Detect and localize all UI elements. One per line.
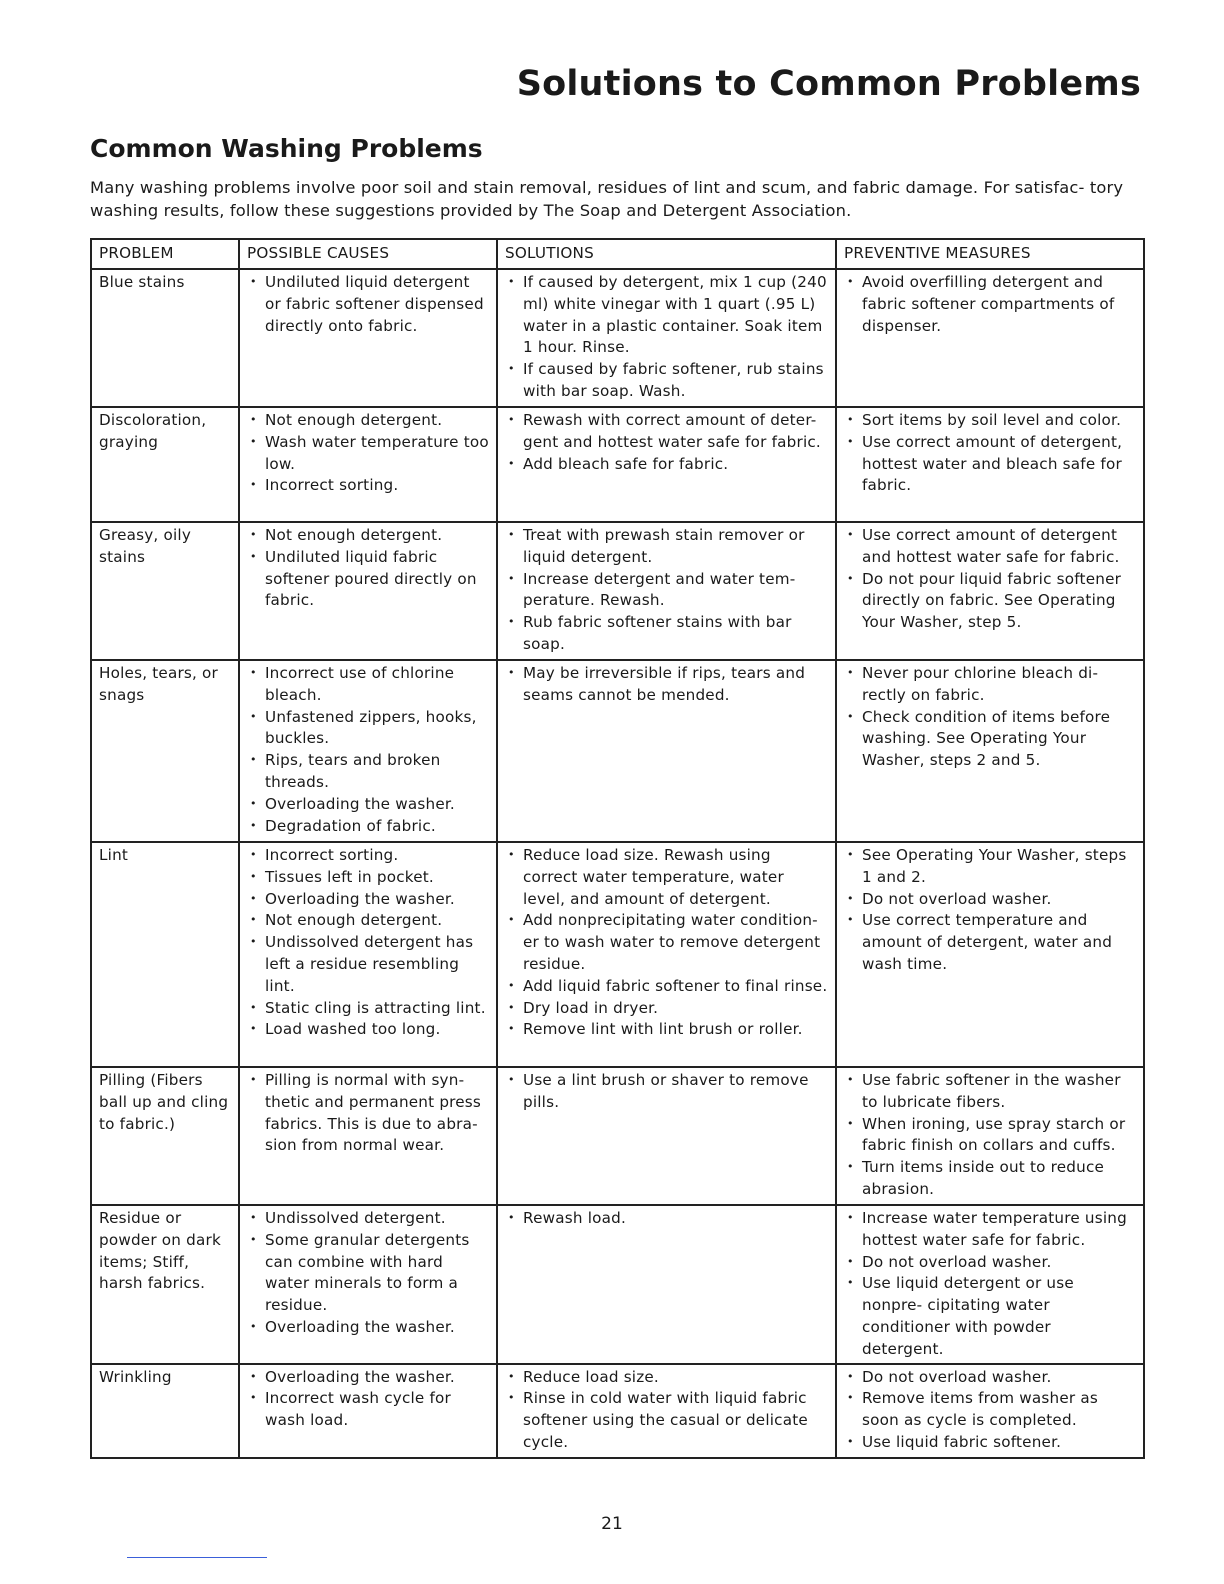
solution-item: • Rewash load. (505, 1208, 829, 1230)
cause-item: • Not enough detergent. (247, 410, 490, 432)
cause-list (247, 272, 490, 337)
cause-item: • Undiluted liquid detergent or fabric softener dispensed directly onto fabric. (247, 272, 490, 337)
page-number: 21 (601, 1514, 623, 1534)
cause-item: • Degradation of fabric. (247, 816, 490, 838)
preventive-item: • Increase water temperature using hottest water safe for fabric. (844, 1208, 1137, 1252)
problem-cell: Wrinkling (91, 1364, 239, 1458)
solution-item: • Add nonprecipitating water condition- er to wash water to remove detergent residue. (505, 910, 829, 975)
solution-item: • Rub fabric softener stains with bar soap. (505, 612, 829, 656)
solution-cell (497, 842, 836, 1067)
problem-cell: Greasy, oily stains (91, 522, 239, 660)
problem-cell: Discoloration, graying (91, 407, 239, 522)
problem-cell: Blue stains (91, 269, 239, 407)
preventive-cell (836, 1067, 1144, 1205)
solution-cell (497, 522, 836, 660)
preventive-item: • Use correct amount of detergent and hottest water safe for fabric. (844, 525, 1137, 569)
table-row (91, 1364, 1144, 1458)
preventive-list (844, 1367, 1137, 1454)
cause-list (247, 1367, 490, 1432)
preventive-item: • Use liquid detergent or use nonpre- cipitating water conditioner with powder detergent. (844, 1273, 1137, 1360)
cause-item: • Tissues left in pocket. (247, 867, 490, 889)
preventive-item: • Use correct temperature and amount of detergent, water and wash time. (844, 910, 1137, 975)
preventive-cell (836, 660, 1144, 842)
cause-item: • Incorrect wash cycle for wash load. (247, 1388, 490, 1432)
cause-item: • Incorrect sorting. (247, 475, 490, 497)
cause-cell (239, 269, 497, 407)
header-solutions: SOLUTIONS (497, 239, 836, 269)
solution-list (505, 410, 829, 475)
footnote-rule (127, 1557, 267, 1558)
cause-item: • Overloading the washer. (247, 889, 490, 911)
cause-item: • Some granular detergents can combine with hard water minerals to form a residue. (247, 1230, 490, 1317)
problem-cell: Holes, tears, or snags (91, 660, 239, 842)
cause-list (247, 525, 490, 612)
preventive-item: • Never pour chlorine bleach di- rectly on fabric. (844, 663, 1137, 707)
cause-cell (239, 1364, 497, 1458)
preventive-item: • Turn items inside out to reduce abrasion. (844, 1157, 1137, 1201)
table-row (91, 522, 1144, 660)
solution-item: • Treat with prewash stain remover or liquid detergent. (505, 525, 829, 569)
solution-list (505, 1367, 829, 1454)
cause-item: • Static cling is attracting lint. (247, 998, 490, 1020)
header-problem: PROBLEM (91, 239, 239, 269)
table-body (91, 269, 1144, 1458)
header-possible-causes: POSSIBLE CAUSES (239, 239, 497, 269)
solution-item: • Add liquid fabric softener to final rinse. (505, 976, 829, 998)
solution-cell (497, 1067, 836, 1205)
table-row (91, 842, 1144, 1067)
preventive-cell (836, 842, 1144, 1067)
preventive-item: • When ironing, use spray starch or fabric finish on collars and cuffs. (844, 1114, 1137, 1158)
cause-item: • Incorrect sorting. (247, 845, 490, 867)
preventive-cell (836, 407, 1144, 522)
preventive-list (844, 1070, 1137, 1201)
preventive-list (844, 410, 1137, 497)
page-title: Solutions to Common Problems (516, 64, 1141, 104)
preventive-item: • Do not overload washer. (844, 1367, 1137, 1389)
cause-list (247, 663, 490, 837)
problems-table (90, 238, 1145, 1459)
cause-item: • Rips, tears and broken threads. (247, 750, 490, 794)
cause-item: • Undissolved detergent has left a residue resembling lint. (247, 932, 490, 997)
cause-cell (239, 1205, 497, 1364)
cause-list (247, 1070, 490, 1157)
preventive-cell (836, 1205, 1144, 1364)
header-preventive-measures: PREVENTIVE MEASURES (836, 239, 1144, 269)
intro-paragraph: Many washing problems involve poor soil and stain removal, residues of lint and scum, and fabric damage. For satisfac- tory washing results, follow these suggestions provided by The Soap and Detergent Association. (90, 178, 1124, 220)
preventive-cell (836, 522, 1144, 660)
preventive-item: • Remove items from washer as soon as cycle is completed. (844, 1388, 1137, 1432)
solution-cell (497, 1364, 836, 1458)
cause-list (247, 845, 490, 1041)
solution-item: • If caused by detergent, mix 1 cup (240 ml) white vinegar with 1 quart (.95 L) water in a plastic container. Soak item 1 hour. Rinse. (505, 272, 829, 359)
preventive-list (844, 845, 1137, 976)
solution-item: • Reduce load size. Rewash using correct water temperature, water level, and amount of detergent. (505, 845, 829, 910)
cause-list (247, 410, 490, 497)
table-row (91, 269, 1144, 407)
cause-item: • Incorrect use of chlorine bleach. (247, 663, 490, 707)
preventive-item: • See Operating Your Washer, steps 1 and 2. (844, 845, 1137, 889)
preventive-item: • Do not pour liquid fabric softener directly on fabric. See Operating Your Washer, step 5. (844, 569, 1137, 634)
preventive-item: • Do not overload washer. (844, 1252, 1137, 1274)
solution-cell (497, 407, 836, 522)
preventive-item: • Use correct amount of detergent, hottest water and bleach safe for fabric. (844, 432, 1137, 497)
problem-cell: Lint (91, 842, 239, 1067)
cause-item: • Unfastened zippers, hooks, buckles. (247, 707, 490, 751)
preventive-list (844, 663, 1137, 772)
cause-item: • Undissolved detergent. (247, 1208, 490, 1230)
section-title: Common Washing Problems (90, 134, 483, 163)
preventive-item: • Sort items by soil level and color. (844, 410, 1137, 432)
solution-list (505, 272, 829, 403)
preventive-cell (836, 269, 1144, 407)
cause-item: • Undiluted liquid fabric softener poured directly on fabric. (247, 547, 490, 612)
cause-cell (239, 407, 497, 522)
solution-item: • Rewash with correct amount of deter- gent and hottest water safe for fabric. (505, 410, 829, 454)
preventive-item: • Do not overload washer. (844, 889, 1137, 911)
table-row (91, 1205, 1144, 1364)
solution-list (505, 663, 829, 707)
cause-cell (239, 660, 497, 842)
solution-item: • Reduce load size. (505, 1367, 829, 1389)
solution-cell (497, 269, 836, 407)
table-row (91, 1067, 1144, 1205)
solution-list (505, 845, 829, 1041)
solution-item: • Use a lint brush or shaver to remove pills. (505, 1070, 829, 1114)
cause-item: • Not enough detergent. (247, 525, 490, 547)
cause-item: • Wash water temperature too low. (247, 432, 490, 476)
table-row (91, 407, 1144, 522)
preventive-item: • Use liquid fabric softener. (844, 1432, 1137, 1454)
cause-item: • Overloading the washer. (247, 1317, 490, 1339)
solution-cell (497, 1205, 836, 1364)
cause-cell (239, 522, 497, 660)
preventive-item: • Check condition of items before washing. See Operating Your Washer, steps 2 and 5. (844, 707, 1137, 772)
cause-cell (239, 1067, 497, 1205)
solution-item: • May be irreversible if rips, tears and seams cannot be mended. (505, 663, 829, 707)
solution-list (505, 1070, 829, 1114)
preventive-list (844, 525, 1137, 634)
solution-item: • Rinse in cold water with liquid fabric softener using the casual or delicate cycle. (505, 1388, 829, 1453)
cause-list (247, 1208, 490, 1339)
solution-item: • Remove lint with lint brush or roller. (505, 1019, 829, 1041)
solution-item: • Add bleach safe for fabric. (505, 454, 829, 476)
preventive-item: • Avoid overfilling detergent and fabric softener compartments of dispenser. (844, 272, 1137, 337)
cause-item: • Overloading the washer. (247, 1367, 490, 1389)
cause-cell (239, 842, 497, 1067)
preventive-list (844, 1208, 1137, 1361)
solution-cell (497, 660, 836, 842)
solution-list (505, 1208, 829, 1230)
preventive-item: • Use fabric softener in the washer to lubricate fibers. (844, 1070, 1137, 1114)
solution-item: • Increase detergent and water tem- perature. Rewash. (505, 569, 829, 613)
preventive-cell (836, 1364, 1144, 1458)
cause-item: • Pilling is normal with syn- thetic and permanent press fabrics. This is due to abra- sion from normal wear. (247, 1070, 490, 1157)
cause-item: • Load washed too long. (247, 1019, 490, 1041)
preventive-list (844, 272, 1137, 337)
table-header-row (91, 239, 1144, 269)
cause-item: • Not enough detergent. (247, 910, 490, 932)
solution-item: • Dry load in dryer. (505, 998, 829, 1020)
solution-item: • If caused by fabric softener, rub stains with bar soap. Wash. (505, 359, 829, 403)
solution-list (505, 525, 829, 656)
problem-cell: Pilling (Fibers ball up and cling to fabric.) (91, 1067, 239, 1205)
problem-cell: Residue or powder on dark items; Stiff, harsh fabrics. (91, 1205, 239, 1364)
table-row (91, 660, 1144, 842)
cause-item: • Overloading the washer. (247, 794, 490, 816)
